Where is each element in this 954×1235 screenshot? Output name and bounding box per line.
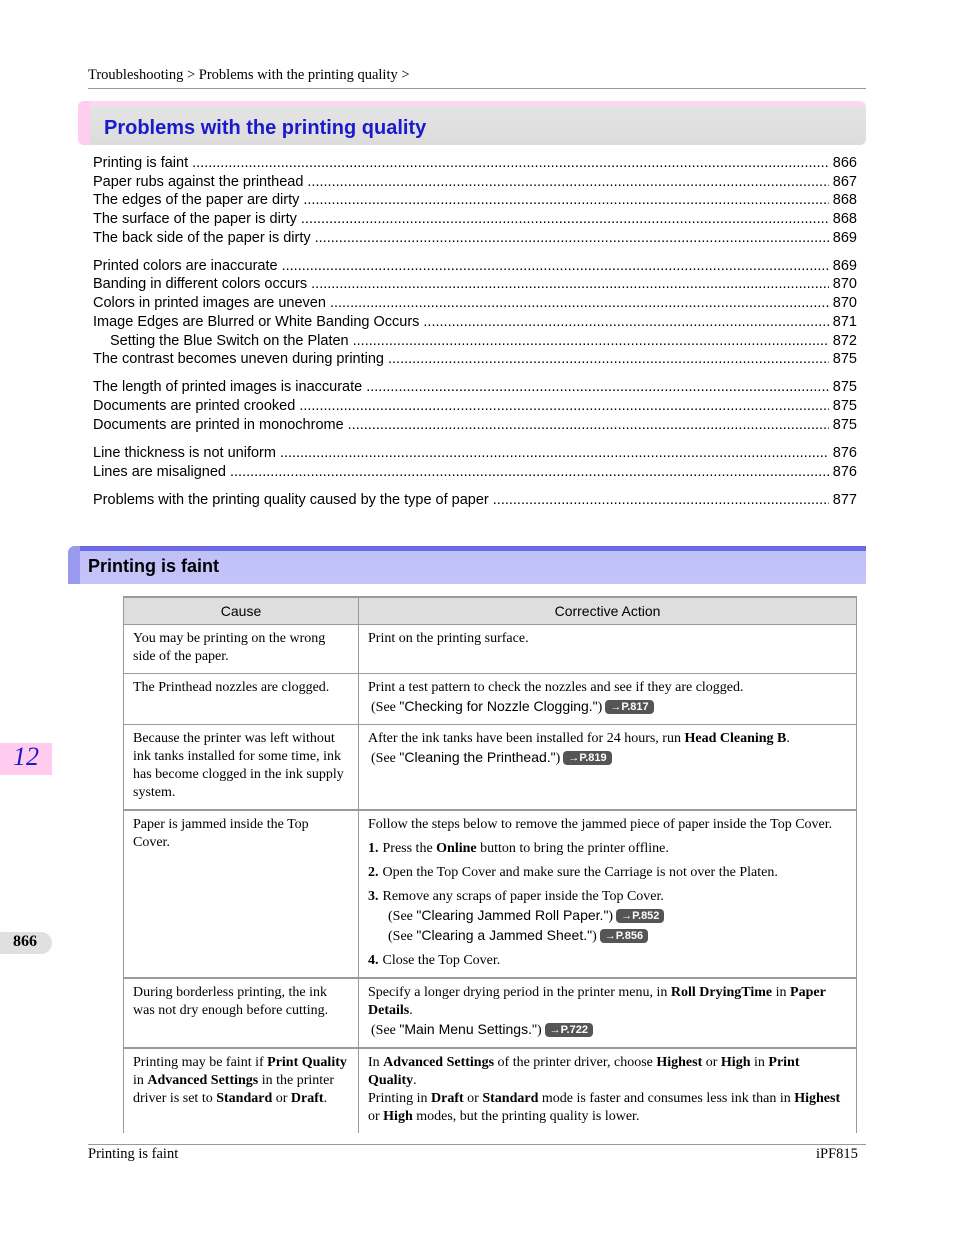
toc-entry-label: Lines are misaligned: [93, 464, 226, 480]
toc-entry[interactable]: [93, 492, 857, 511]
page-reference-button[interactable]: →P.817: [605, 700, 653, 714]
section-title: Problems with the printing quality: [104, 117, 427, 139]
toc-entry-label: The surface of the paper is dirty: [93, 211, 297, 227]
toc-entry-page: 877: [832, 492, 857, 508]
header-rule: [88, 88, 866, 89]
reference-link[interactable]: "Clearing a Jammed Sheet.": [416, 927, 593, 943]
toc-entry-label: The edges of the paper are dirty: [93, 192, 300, 208]
toc-entry-page: 872: [832, 333, 857, 349]
step-item: 2. Open the Top Cover and make sure the Carriage is not over the Platen.: [368, 865, 778, 880]
action-text: In Advanced Settings of the printer driver, choose Highest or High in Print Quality.: [368, 1055, 800, 1088]
cause-cell: The Printhead nozzles are clogged.: [124, 674, 359, 725]
toc-entry-page: 869: [832, 230, 857, 246]
action-text: Follow the steps below to remove the jammed piece of paper inside the Top Cover.: [368, 817, 833, 832]
reference-link[interactable]: "Checking for Nozzle Clogging.": [399, 698, 598, 714]
toc-entry-label: Problems with the printing quality caused by the type of paper: [93, 492, 489, 508]
cause-cell: Because the printer was left without ink tanks installed for some time, ink has become clogged in the ink supply system.: [124, 725, 359, 811]
chapter-number: 12: [13, 742, 39, 771]
toc-entry[interactable]: [93, 276, 857, 295]
toc-entry-page: 875: [832, 417, 857, 433]
toc-entry-page: 866: [832, 155, 857, 171]
toc-entry-page: 869: [832, 258, 857, 274]
toc-entry-label: Printed colors are inaccurate: [93, 258, 278, 274]
page-number: 866: [13, 933, 37, 950]
toc-entry-label: Documents are printed in monochrome: [93, 417, 344, 433]
footer-section-title: Printing is faint: [88, 1146, 179, 1162]
toc-entry-label: Paper rubs against the printhead: [93, 174, 304, 190]
page-reference-button[interactable]: →P.852: [616, 909, 664, 923]
toc-entry-label: The length of printed images is inaccurate: [93, 379, 363, 395]
table-row: [124, 810, 857, 978]
action-cell: Print on the printing surface.: [359, 625, 857, 674]
reference-link[interactable]: "Clearing Jammed Roll Paper.": [416, 907, 609, 923]
action-cell: [359, 674, 857, 725]
action-text: Specify a longer drying period in the printer menu, in Roll DryingTime in Paper Details.: [368, 985, 826, 1018]
table-header-row: [124, 597, 857, 625]
action-cell: [359, 725, 857, 811]
cause-cell: Printing may be faint if Print Quality in Advanced Settings in the printer driver is set to Standard or Draft.: [124, 1048, 359, 1133]
toc-entry[interactable]: [93, 230, 857, 249]
toc-entry[interactable]: [93, 333, 857, 352]
toc-entry[interactable]: [93, 464, 857, 483]
toc-entry[interactable]: [93, 379, 857, 398]
toc-entry-label: The back side of the paper is dirty: [93, 230, 311, 246]
step-item: 4. Close the Top Cover.: [368, 953, 501, 968]
toc-entry-page: 870: [832, 295, 857, 311]
action-text: After the ink tanks have been installed for 24 hours, run Head Cleaning B.: [368, 731, 790, 746]
toc-entry-page: 875: [832, 398, 857, 414]
subsection-title: Printing is faint: [88, 556, 220, 576]
toc-entry[interactable]: [93, 211, 857, 230]
action-cell: [359, 810, 857, 978]
toc-entry[interactable]: [93, 295, 857, 314]
troubleshooting-table: [123, 596, 857, 1133]
step-item: 3. Remove any scraps of paper inside the Top Cover. (See "Clearing Jammed Roll Paper.") →P.852 (See "Clearing a Jammed Sheet.") →P.856: [368, 888, 847, 946]
toc-entry[interactable]: [93, 398, 857, 417]
cause-cell: Paper is jammed inside the Top Cover.: [124, 810, 359, 978]
action-cell: [359, 1048, 857, 1133]
toc-entry[interactable]: [93, 155, 857, 174]
toc-entry-page: 868: [832, 192, 857, 208]
toc-entry-page: 871: [832, 314, 857, 330]
toc-entry-page: 876: [832, 464, 857, 480]
action-text: Print a test pattern to check the nozzles and see if they are clogged.: [368, 680, 744, 695]
toc-entry[interactable]: [93, 314, 857, 333]
column-header-corrective-action: Corrective Action: [359, 597, 857, 625]
toc-entry-page: 875: [832, 351, 857, 367]
toc-entry-page: 875: [832, 379, 857, 395]
toc-entry[interactable]: [93, 351, 857, 370]
toc-entry-label: Line thickness is not uniform: [93, 445, 276, 461]
toc-entry-page: 868: [832, 211, 857, 227]
column-header-cause: Cause: [124, 597, 359, 625]
toc-entry[interactable]: [93, 192, 857, 211]
see-reference: (See "Clearing Jammed Roll Paper.") →P.852: [368, 906, 847, 926]
toc-entry-page: 867: [832, 174, 857, 190]
cause-cell: You may be printing on the wrong side of the paper.: [124, 625, 359, 674]
step-item: 1. Press the Online button to bring the printer offline.: [368, 841, 669, 856]
see-reference: (See "Main Menu Settings.") →P.722: [368, 1020, 847, 1040]
reference-link[interactable]: "Cleaning the Printhead.": [399, 749, 556, 765]
footer-rule: [88, 1144, 866, 1145]
toc-entry[interactable]: [93, 174, 857, 193]
see-reference: (See "Clearing a Jammed Sheet.") →P.856: [368, 926, 847, 946]
table-row: [124, 725, 857, 811]
toc-entry-label: Colors in printed images are uneven: [93, 295, 326, 311]
toc-entry[interactable]: [93, 258, 857, 277]
action-cell: [359, 978, 857, 1048]
toc-entry-page: 876: [832, 445, 857, 461]
breadcrumb: Troubleshooting > Problems with the printing quality >: [88, 67, 410, 83]
reference-link[interactable]: "Main Menu Settings.": [399, 1021, 537, 1037]
action-text: Printing in Draft or Standard mode is faster and consumes less ink than in Highest or High modes, but the printing quality is lower.: [368, 1091, 841, 1124]
table-row: [124, 978, 857, 1048]
toc-entry[interactable]: [93, 445, 857, 464]
page-reference-button[interactable]: →P.856: [600, 929, 648, 943]
page-reference-button[interactable]: →P.819: [563, 751, 611, 765]
footer-model-name: iPF815: [816, 1146, 858, 1162]
toc-entry-label: Printing is faint: [93, 155, 189, 171]
table-row: [124, 674, 857, 725]
toc-entry-page: 870: [832, 276, 857, 292]
see-reference: (See "Cleaning the Printhead.") →P.819: [368, 748, 847, 768]
toc-entry-label: The contrast becomes uneven during printing: [93, 351, 384, 367]
toc-entry-label: Banding in different colors occurs: [93, 276, 308, 292]
cause-cell: During borderless printing, the ink was not dry enough before cutting.: [124, 978, 359, 1048]
toc-entry-label: Setting the Blue Switch on the Platen: [110, 333, 349, 349]
toc-entry-label: Image Edges are Blurred or White Banding Occurs: [93, 314, 420, 330]
toc-entry-label: Documents are printed crooked: [93, 398, 296, 414]
page-reference-button[interactable]: →P.722: [545, 1023, 593, 1037]
table-row: [124, 625, 857, 674]
see-reference: (See "Checking for Nozzle Clogging.") →P.817: [368, 697, 847, 717]
toc-entry[interactable]: [93, 417, 857, 436]
table-row: [124, 1048, 857, 1133]
